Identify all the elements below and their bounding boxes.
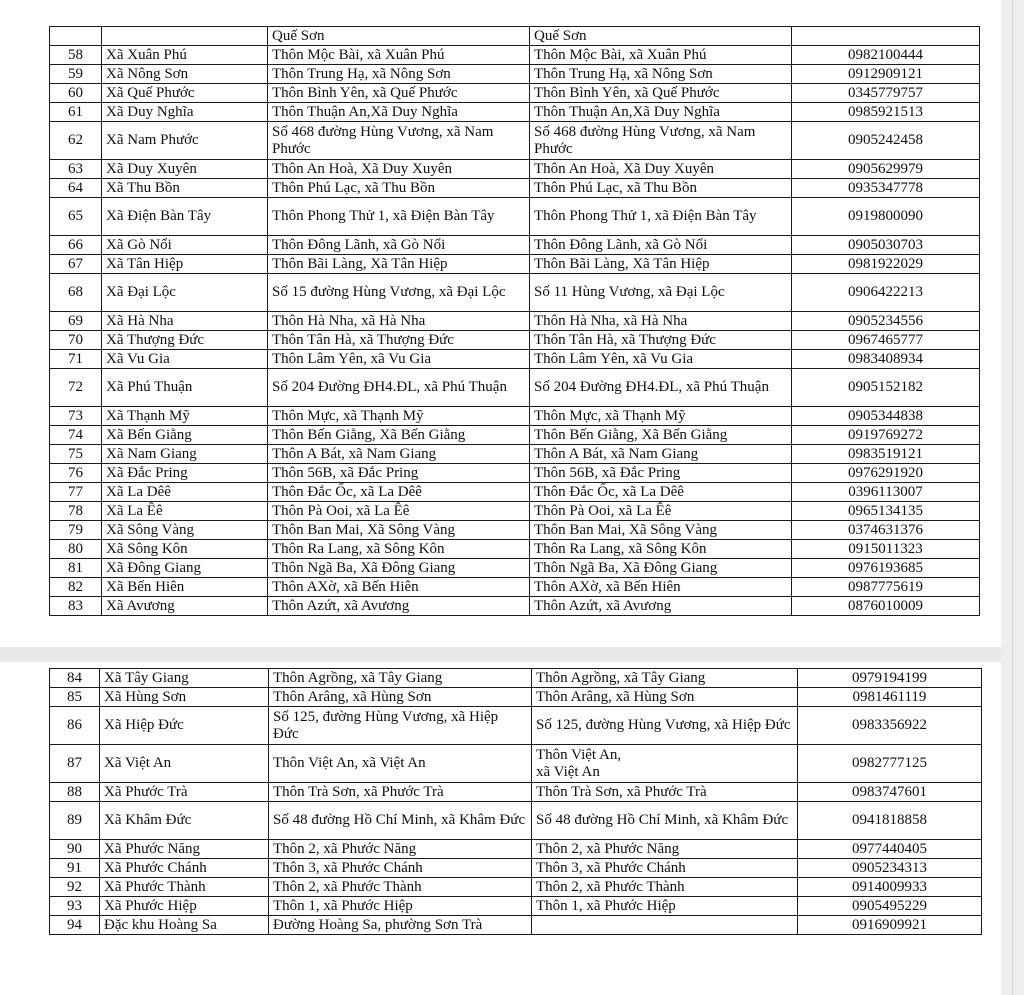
- address-1-cell: Thôn Agrồng, xã Tây Giang: [269, 669, 532, 688]
- address-2-cell: Thôn 1, xã Phước Hiệp: [532, 897, 798, 916]
- table-header-row: [50, 27, 980, 46]
- phone-number-cell: 0905030703: [792, 236, 980, 255]
- address-1-cell: Thôn A Bát, xã Nam Giang: [268, 445, 530, 464]
- commune-name-cell: Xã Hùng Sơn: [100, 688, 269, 707]
- address-1-cell: Thôn Phú Lạc, xã Thu Bồn: [268, 179, 530, 198]
- commune-name-cell: Xã Đông Giang: [102, 559, 268, 578]
- address-1-cell: Thôn Hà Nha, xã Hà Nha: [268, 312, 530, 331]
- phone-number-cell: 0983519121: [792, 445, 980, 464]
- commune-name-cell: Xã Nam Giang: [102, 445, 268, 464]
- commune-name-cell: Xã Avương: [102, 597, 268, 616]
- address-2-cell: Thôn AXờ, xã Bến Hiên: [530, 578, 792, 597]
- phone-number-cell: 0982777125: [798, 745, 982, 783]
- row-number-cell: 65: [50, 198, 102, 236]
- commune-name-cell: Xã Vu Gia: [102, 350, 268, 369]
- address-1-cell: Thôn 56B, xã Đắc Pring: [268, 464, 530, 483]
- row-number-cell: 80: [50, 540, 102, 559]
- table-row: [50, 103, 980, 122]
- commune-name-cell: Xã Thạnh Mỹ: [102, 407, 268, 426]
- commune-name-cell: Xã La Êê: [102, 502, 268, 521]
- phone-number-cell: 0905629979: [792, 160, 980, 179]
- commune-name-cell: Xã Đắc Pring: [102, 464, 268, 483]
- header-phone-cell: [792, 27, 980, 46]
- row-number-cell: 67: [50, 255, 102, 274]
- address-2-cell: Thôn A Bát, xã Nam Giang: [530, 445, 792, 464]
- address-1-cell: Thôn Phong Thử 1, xã Điện Bàn Tây: [268, 198, 530, 236]
- address-1-cell: Thôn Azứt, xã Avương: [268, 597, 530, 616]
- document-page-2: [0, 662, 1001, 995]
- table-row: [50, 464, 980, 483]
- address-2-cell: Thôn Azứt, xã Avương: [530, 597, 792, 616]
- address-1-cell: Thôn 3, xã Phước Chánh: [269, 859, 532, 878]
- table-row: [50, 274, 980, 312]
- row-number-cell: 59: [50, 65, 102, 84]
- commune-name-cell: Xã Tân Hiệp: [102, 255, 268, 274]
- phone-number-cell: 0905234313: [798, 859, 982, 878]
- address-2-cell: Thôn Ban Mai, Xã Sông Vàng: [530, 521, 792, 540]
- commune-name-cell: Xã Sông Vàng: [102, 521, 268, 540]
- address-2-cell: Thôn Bến Giằng, Xã Bến Giằng: [530, 426, 792, 445]
- row-number-cell: 84: [50, 669, 100, 688]
- address-2-cell: Thôn 2, xã Phước Thành: [532, 878, 798, 897]
- row-number-cell: 71: [50, 350, 102, 369]
- address-1-cell: Thôn Bình Yên, xã Quế Phước: [268, 84, 530, 103]
- address-1-cell: Thôn 2, xã Phước Năng: [269, 840, 532, 859]
- commune-name-cell: Xã Phước Hiệp: [100, 897, 269, 916]
- address-2-cell: Thôn Trà Sơn, xã Phước Trà: [532, 783, 798, 802]
- row-number-cell: 79: [50, 521, 102, 540]
- table-row: [50, 859, 982, 878]
- commune-name-cell: Xã Phước Thành: [100, 878, 269, 897]
- address-2-cell: Thôn 2, xã Phước Năng: [532, 840, 798, 859]
- address-2-cell: Thôn Bãi Làng, Xã Tân Hiệp: [530, 255, 792, 274]
- commune-name-cell: Xã Hiệp Đức: [100, 707, 269, 745]
- address-1-cell: Thôn An Hoà, Xã Duy Xuyên: [268, 160, 530, 179]
- address-2-cell: Thôn Ra Lang, xã Sông Kôn: [530, 540, 792, 559]
- row-number-cell: 89: [50, 802, 100, 840]
- table-row: [50, 312, 980, 331]
- commune-name-cell: Xã Hà Nha: [102, 312, 268, 331]
- address-2-cell: [532, 916, 798, 935]
- table-row: [50, 783, 982, 802]
- row-number-cell: 72: [50, 369, 102, 407]
- address-1-cell: Thôn Tân Hà, xã Thượng Đức: [268, 331, 530, 350]
- address-2-cell: Số 125, đường Hùng Vương, xã Hiệp Đức: [532, 707, 798, 745]
- table-row: [50, 350, 980, 369]
- address-1-cell: Số 15 đường Hùng Vương, xã Đại Lộc: [268, 274, 530, 312]
- table-row: [50, 897, 982, 916]
- row-number-cell: 82: [50, 578, 102, 597]
- address-1-cell: Số 468 đường Hùng Vương, xã Nam Phước: [268, 122, 530, 160]
- phone-number-cell: 0983356922: [798, 707, 982, 745]
- row-number-cell: 94: [50, 916, 100, 935]
- address-1-cell: Thôn Ngã Ba, Xã Đông Giang: [268, 559, 530, 578]
- commune-name-cell: Xã Duy Nghĩa: [102, 103, 268, 122]
- phone-number-cell: 0905234556: [792, 312, 980, 331]
- table-row: [50, 331, 980, 350]
- table-row: [50, 916, 982, 935]
- phone-number-cell: 0906422213: [792, 274, 980, 312]
- phone-number-cell: 0919769272: [792, 426, 980, 445]
- address-2-cell: Thôn Agrồng, xã Tây Giang: [532, 669, 798, 688]
- address-1-cell: Thôn Pà Ooi, xã La Êê: [268, 502, 530, 521]
- row-number-cell: 64: [50, 179, 102, 198]
- phone-number-cell: 0905344838: [792, 407, 980, 426]
- commune-name-cell: Xã Sông Kôn: [102, 540, 268, 559]
- row-number-cell: 58: [50, 46, 102, 65]
- row-number-cell: 66: [50, 236, 102, 255]
- address-2-cell: Thôn Đắc Ốc, xã La Dêê: [530, 483, 792, 502]
- phone-number-cell: 0345779757: [792, 84, 980, 103]
- address-2-cell: Thôn An Hoà, Xã Duy Xuyên: [530, 160, 792, 179]
- address-1-cell: Thôn Bến Giằng, Xã Bến Giằng: [268, 426, 530, 445]
- phone-number-cell: 0941818858: [798, 802, 982, 840]
- table-row: [50, 122, 980, 160]
- address-2-cell: Số 468 đường Hùng Vương, xã Nam Phước: [530, 122, 792, 160]
- commune-name-cell: Đặc khu Hoàng Sa: [100, 916, 269, 935]
- table-row: [50, 46, 980, 65]
- commune-name-cell: Xã Điện Bàn Tây: [102, 198, 268, 236]
- address-1-cell: Số 204 Đường ĐH4.ĐL, xã Phú Thuận: [268, 369, 530, 407]
- row-number-cell: 62: [50, 122, 102, 160]
- phone-number-cell: 0976193685: [792, 559, 980, 578]
- row-number-cell: 61: [50, 103, 102, 122]
- phone-number-cell: 0912909121: [792, 65, 980, 84]
- address-1-cell: Thôn Mực, xã Thạnh Mỹ: [268, 407, 530, 426]
- scrollbar-divider: [1012, 0, 1013, 995]
- commune-name-cell: Xã Khâm Đức: [100, 802, 269, 840]
- row-number-cell: 88: [50, 783, 100, 802]
- row-number-cell: 63: [50, 160, 102, 179]
- table-row: [50, 160, 980, 179]
- phone-number-cell: 0915011323: [792, 540, 980, 559]
- contact-table-page-2: [49, 668, 982, 935]
- phone-number-cell: 0977440405: [798, 840, 982, 859]
- address-1-cell: Số 48 đường Hồ Chí Minh, xã Khâm Đức: [269, 802, 532, 840]
- address-2-cell: Thôn Đông Lãnh, xã Gò Nổi: [530, 236, 792, 255]
- address-2-cell: Số 204 Đường ĐH4.ĐL, xã Phú Thuận: [530, 369, 792, 407]
- address-1-cell: Thôn Đông Lãnh, xã Gò Nổi: [268, 236, 530, 255]
- address-2-cell: Thôn 56B, xã Đắc Pring: [530, 464, 792, 483]
- address-2-cell: Số 11 Hùng Vương, xã Đại Lộc: [530, 274, 792, 312]
- table-row: [50, 369, 980, 407]
- phone-number-cell: 0976291920: [792, 464, 980, 483]
- commune-name-cell: Xã Gò Nổi: [102, 236, 268, 255]
- row-number-cell: 91: [50, 859, 100, 878]
- address-1-cell: Thôn Ra Lang, xã Sông Kôn: [268, 540, 530, 559]
- commune-name-cell: Xã Nông Sơn: [102, 65, 268, 84]
- table-row: [50, 745, 982, 783]
- address-2-cell: Thôn Hà Nha, xã Hà Nha: [530, 312, 792, 331]
- commune-name-cell: Xã Đại Lộc: [102, 274, 268, 312]
- phone-number-cell: 0965134135: [792, 502, 980, 521]
- commune-name-cell: Xã Bến Hiên: [102, 578, 268, 597]
- address-2-cell: Thôn Phong Thử 1, xã Điện Bàn Tây: [530, 198, 792, 236]
- row-number-cell: 92: [50, 878, 100, 897]
- contact-table-page-1: [49, 26, 980, 616]
- header-name-cell: [102, 27, 268, 46]
- commune-name-cell: Xã La Dêê: [102, 483, 268, 502]
- commune-name-cell: Xã Phú Thuận: [102, 369, 268, 407]
- address-2-cell: Thôn Tân Hà, xã Thượng Đức: [530, 331, 792, 350]
- address-2-cell: Thôn Pà Ooi, xã La Êê: [530, 502, 792, 521]
- address-1-cell: Thôn Lâm Yên, xã Vu Gia: [268, 350, 530, 369]
- row-number-cell: 73: [50, 407, 102, 426]
- table-row: [50, 559, 980, 578]
- phone-number-cell: 0905495229: [798, 897, 982, 916]
- table-row: [50, 597, 980, 616]
- table-row: [50, 802, 982, 840]
- commune-name-cell: Xã Bến Giằng: [102, 426, 268, 445]
- row-number-cell: 60: [50, 84, 102, 103]
- table-row: [50, 445, 980, 464]
- header-address-1-cell: Quế Sơn: [268, 27, 530, 46]
- table-row: [50, 521, 980, 540]
- phone-number-cell: 0967465777: [792, 331, 980, 350]
- phone-number-cell: 0905242458: [792, 122, 980, 160]
- table-row: [50, 407, 980, 426]
- table-row: [50, 483, 980, 502]
- phone-number-cell: 0985921513: [792, 103, 980, 122]
- address-2-cell: Thôn 3, xã Phước Chánh: [532, 859, 798, 878]
- commune-name-cell: Xã Phước Trà: [100, 783, 269, 802]
- phone-number-cell: 0987775619: [792, 578, 980, 597]
- commune-name-cell: Xã Tây Giang: [100, 669, 269, 688]
- phone-number-cell: 0914009933: [798, 878, 982, 897]
- table-row: [50, 65, 980, 84]
- table-row: [50, 179, 980, 198]
- table-row: [50, 669, 982, 688]
- table-row: [50, 236, 980, 255]
- phone-number-cell: 0916909921: [798, 916, 982, 935]
- address-1-cell: Thôn Arâng, xã Hùng Sơn: [269, 688, 532, 707]
- table-row: [50, 578, 980, 597]
- phone-number-cell: 0374631376: [792, 521, 980, 540]
- table-row: [50, 688, 982, 707]
- address-2-cell: Thôn Lâm Yên, xã Vu Gia: [530, 350, 792, 369]
- address-1-cell: Thôn Trung Hạ, xã Nông Sơn: [268, 65, 530, 84]
- phone-number-cell: 0981461119: [798, 688, 982, 707]
- commune-name-cell: Xã Thượng Đức: [102, 331, 268, 350]
- phone-number-cell: 0935347778: [792, 179, 980, 198]
- row-number-cell: 68: [50, 274, 102, 312]
- phone-number-cell: 0981922029: [792, 255, 980, 274]
- row-number-cell: 75: [50, 445, 102, 464]
- address-1-cell: Thôn Trà Sơn, xã Phước Trà: [269, 783, 532, 802]
- commune-name-cell: Xã Quế Phước: [102, 84, 268, 103]
- row-number-cell: 86: [50, 707, 100, 745]
- header-address-2-cell: Quế Sơn: [530, 27, 792, 46]
- address-2-cell: Thôn Thuận An,Xã Duy Nghĩa: [530, 103, 792, 122]
- address-1-cell: Thôn 2, xã Phước Thành: [269, 878, 532, 897]
- row-number-cell: 77: [50, 483, 102, 502]
- vertical-scrollbar[interactable]: [1001, 0, 1024, 995]
- table-row: [50, 502, 980, 521]
- phone-number-cell: 0919800090: [792, 198, 980, 236]
- commune-name-cell: Xã Duy Xuyên: [102, 160, 268, 179]
- address-2-cell: Thôn Việt An, xã Việt An: [532, 745, 798, 783]
- address-1-cell: Thôn AXờ, xã Bến Hiên: [268, 578, 530, 597]
- row-number-cell: 78: [50, 502, 102, 521]
- table-row: [50, 878, 982, 897]
- address-2-cell: Thôn Mực, xã Thạnh Mỹ: [530, 407, 792, 426]
- table-row: [50, 255, 980, 274]
- phone-number-cell: 0983408934: [792, 350, 980, 369]
- address-1-cell: Thôn Việt An, xã Việt An: [269, 745, 532, 783]
- header-num-cell: [50, 27, 102, 46]
- phone-number-cell: 0905152182: [792, 369, 980, 407]
- address-2-cell: Thôn Phú Lạc, xã Thu Bồn: [530, 179, 792, 198]
- commune-name-cell: Xã Việt An: [100, 745, 269, 783]
- row-number-cell: 70: [50, 331, 102, 350]
- address-1-cell: Đường Hoàng Sa, phường Sơn Trà: [269, 916, 532, 935]
- table-row: [50, 707, 982, 745]
- phone-number-cell: 0983747601: [798, 783, 982, 802]
- address-2-cell: Thôn Bình Yên, xã Quế Phước: [530, 84, 792, 103]
- address-2-cell: Số 48 đường Hồ Chí Minh, xã Khâm Đức: [532, 802, 798, 840]
- table-row: [50, 540, 980, 559]
- table-row: [50, 198, 980, 236]
- row-number-cell: 69: [50, 312, 102, 331]
- commune-name-cell: Xã Phước Năng: [100, 840, 269, 859]
- address-1-cell: Thôn 1, xã Phước Hiệp: [269, 897, 532, 916]
- address-1-cell: Thôn Đắc Ốc, xã La Dêê: [268, 483, 530, 502]
- row-number-cell: 81: [50, 559, 102, 578]
- row-number-cell: 83: [50, 597, 102, 616]
- commune-name-cell: Xã Nam Phước: [102, 122, 268, 160]
- row-number-cell: 74: [50, 426, 102, 445]
- commune-name-cell: Xã Xuân Phú: [102, 46, 268, 65]
- row-number-cell: 93: [50, 897, 100, 916]
- table-row: [50, 426, 980, 445]
- row-number-cell: 90: [50, 840, 100, 859]
- address-1-cell: Thôn Thuận An,Xã Duy Nghĩa: [268, 103, 530, 122]
- phone-number-cell: 0396113007: [792, 483, 980, 502]
- address-1-cell: Thôn Bãi Làng, Xã Tân Hiệp: [268, 255, 530, 274]
- address-2-cell: Thôn Ngã Ba, Xã Đông Giang: [530, 559, 792, 578]
- address-1-cell: Thôn Mộc Bài, xã Xuân Phú: [268, 46, 530, 65]
- address-2-cell: Thôn Mộc Bài, xã Xuân Phú: [530, 46, 792, 65]
- row-number-cell: 87: [50, 745, 100, 783]
- address-1-cell: Thôn Ban Mai, Xã Sông Vàng: [268, 521, 530, 540]
- address-2-cell: Thôn Arâng, xã Hùng Sơn: [532, 688, 798, 707]
- commune-name-cell: Xã Thu Bồn: [102, 179, 268, 198]
- address-1-cell: Số 125, đường Hùng Vương, xã Hiệp Đức: [269, 707, 532, 745]
- row-number-cell: 76: [50, 464, 102, 483]
- commune-name-cell: Xã Phước Chánh: [100, 859, 269, 878]
- phone-number-cell: 0982100444: [792, 46, 980, 65]
- table-row: [50, 84, 980, 103]
- phone-number-cell: 0979194199: [798, 669, 982, 688]
- address-2-cell: Thôn Trung Hạ, xã Nông Sơn: [530, 65, 792, 84]
- table-row: [50, 840, 982, 859]
- phone-number-cell: 0876010009: [792, 597, 980, 616]
- row-number-cell: 85: [50, 688, 100, 707]
